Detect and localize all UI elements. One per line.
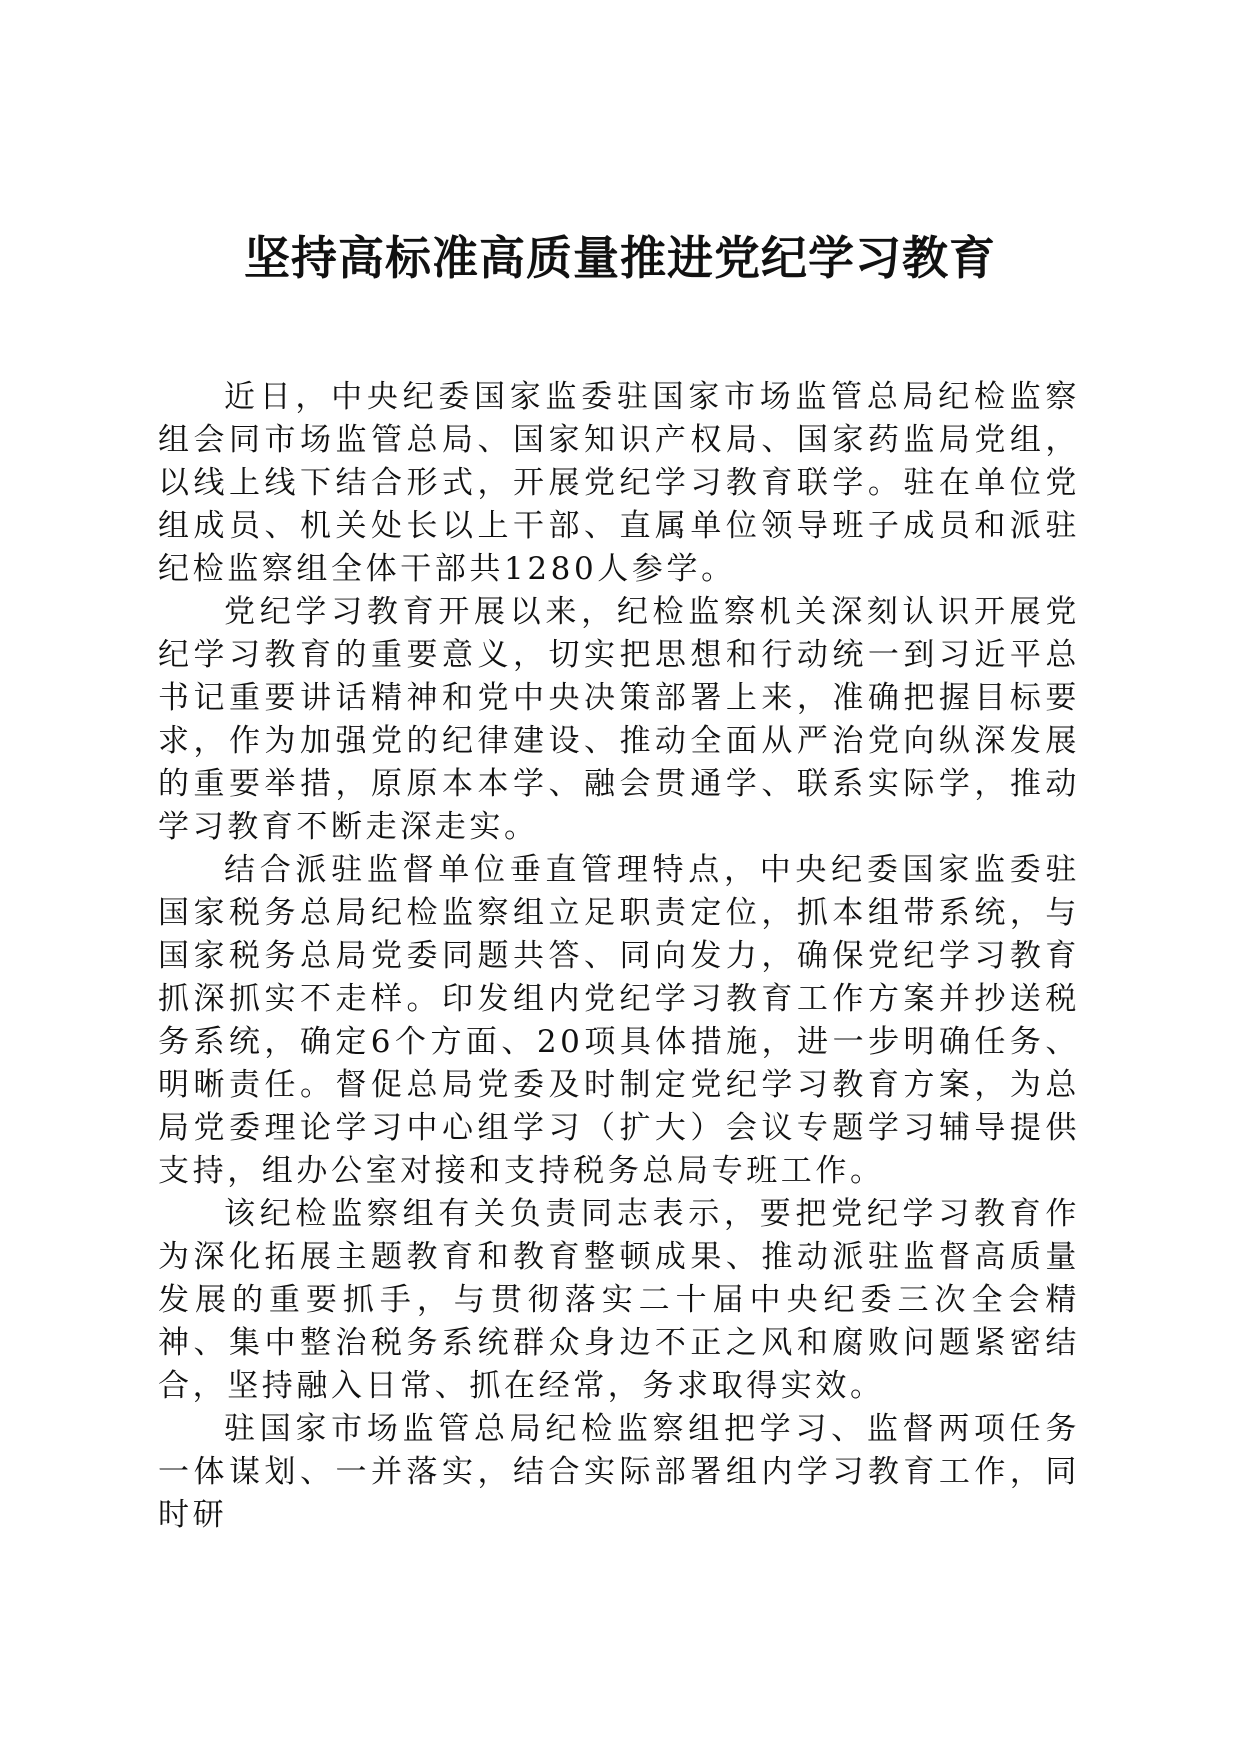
- document-title: 坚持高标准高质量推进党纪学习教育: [244, 231, 996, 285]
- paragraph-1: 近日，中央纪委国家监委驻国家市场监管总局纪检监察组会同市场监管总局、国家知识产权局、国家药监局党组，以线上线下结合形式，开展党纪学习教育联学。驻在单位党组成员、机关处长以上干部、直属单位领导班子成员和派驻纪检监察组全体干部共1280人参学。: [158, 379, 1080, 587]
- document-body: [158, 376, 1080, 1537]
- paragraph-3: 结合派驻监督单位垂直管理特点，中央纪委国家监委驻国家税务总局纪检监察组立足职责定位，抓本组带系统，与国家税务总局党委同题共答、同向发力，确保党纪学习教育抓深抓实不走样。印发组内党纪学习教育工作方案并抄送税务系统，确定6个方面、20项具体措施，进一步明确任务、明晰责任。督促总局党委及时制定党纪学习教育方案，为总局党委理论学习中心组学习（扩大）会议专题学习辅导提供支持，组办公室对接和支持税务总局专班工作。: [158, 852, 1080, 1189]
- paragraph-2: 党纪学习教育开展以来，纪检监察机关深刻认识开展党纪学习教育的重要意义，切实把思想和行动统一到习近平总书记重要讲话精神和党中央决策部署上来，准确把握目标要求，作为加强党的纪律建设、推动全面从严治党向纵深发展的重要举措，原原本本学、融会贯通学、联系实际学，推动学习教育不断走深走实。: [158, 594, 1080, 845]
- paragraph-4: 该纪检监察组有关负责同志表示，要把党纪学习教育作为深化拓展主题教育和教育整顿成果、推动派驻监督高质量发展的重要抓手，与贯彻落实二十届中央纪委三次全会精神、集中整治税务系统群众身边不正之风和腐败问题紧密结合，坚持融入日常、抓在经常，务求取得实效。: [158, 1196, 1080, 1404]
- paragraph-5: 驻国家市场监管总局纪检监察组把学习、监督两项任务一体谋划、一并落实，结合实际部署组内学习教育工作，同时研: [158, 1411, 1080, 1533]
